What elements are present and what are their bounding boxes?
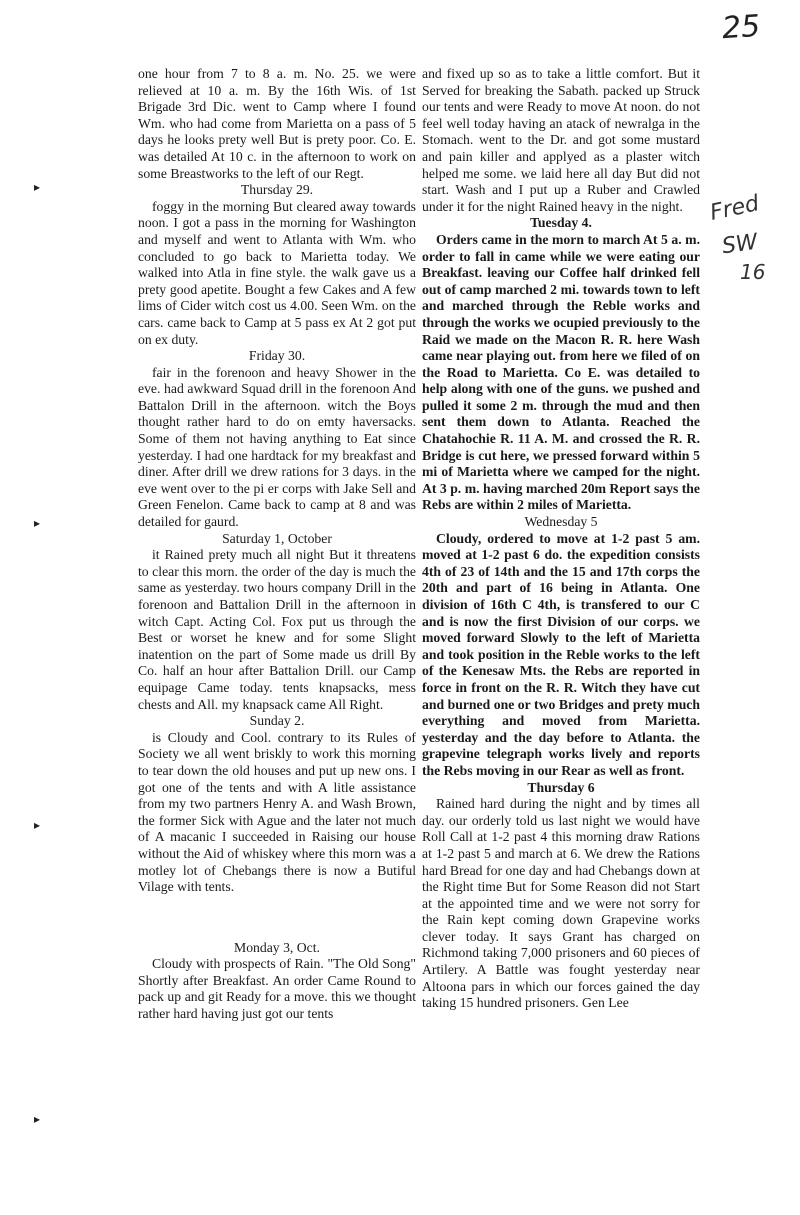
entry-text-monday-3: Cloudy with prospects of Rain. "The Old Song" Shortly after Breakfast. An order Came Round to pack up and git Ready for a move. this we thought rather hard having just got our tents (138, 956, 416, 1022)
entry-text-sunday-2: is Cloudy and Cool. contrary to its Rules of Society we all went briskly to work this morning to tear down the old houses and put up new ons. I got one of the tents and with A litle assistance from my two partners Henry A. and Wash Brown, the former Sick with Ague and the later not much of A macanic I succeeded in Raising our house without the Aid of whiskey where this morn was a motley lot of Chebangs there is now a Butiful Vilage with tents. (138, 729, 416, 895)
margin-tick-mark: ▸ (34, 818, 41, 832)
column-gap (138, 896, 416, 940)
margin-note-16: 16 (740, 260, 766, 284)
margin-note-sw: SW (720, 229, 760, 260)
entry-heading-thursday-6: Thursday 6 (527, 779, 595, 795)
entry-intro-text: one hour from 7 to 8 a. m. No. 25. we were relieved at 10 a. m. By the 16th Wis. of 1st Brigade 3rd Dic. went to Camp where I found Wm. who had come from Marietta on a pass of 5 days he looks prety well But is prety poor. Co. E. was detailed At 10 c. in the afternoon to work on some Breastworks to the left of our Regt. (138, 66, 416, 181)
margin-tick-mark: ▸ (34, 516, 41, 530)
entry-heading-wednesday-5: Wednesday 5 (524, 514, 598, 530)
entry-text-saturday-1: it Rained prety much all night But it threatens to clear this morn. the order of the day is much the same as yesterday. two hours company Drill in the forenoon and Battalion Drill in the afternoon in witch Capt. Acting Col. Fox put us through the Best or worset he knew and for some Slight inatention on the part of Some made us drill By Co. half an hour after Battalion Drill. our Camp equipage Came today. tents knapsacks, mess chests and All. my knapsack came All Right. (138, 547, 416, 712)
entry-text-friday-30: fair in the forenoon and heavy Shower in the eve. had awkward Squad drill in the forenoon And Battalon Drill in the afternoon. witch the Boys thought rather hard to do on emty haversacks. Some of them not having anything to Eat since yesterday. I had one hardtack for my breakfast and diner. After drill we drew rations for 3 days. in the eve went over to the pi er corps with Jake Sell and Green Fenelon. Came back to camp at 8 and was detailed for gaurd. (138, 364, 416, 530)
entry-text-wednesday-5: Cloudy, ordered to move at 1-2 past 5 am. moved at 1-2 past 6 do. the expedition consists 4th of 23 of 14th and the 15 and 17th corps the 20th and part of 16 being in Atlanta. One division of 16th C 4th, is transfered to our C and is now the first Division of our corps. we moved forward Slowly to the left of Marietta and took position in the Reble works to the left of the Kenesaw Mts. the Rebs are reported in force in front on the R. R. Witch they have cut and burned one or two Bridges and prety much everything and moved from Marietta. yesterday and the day before to Atlanta. the grapevine telegraph works lively and reports the Rebs moving in our Rear as well as front. (422, 530, 700, 778)
entry-text-tuesday-4: Orders came in the morn to march At 5 a. m. order to fall in came while we were eating our Breakfast. leaving our Coffee half drinked fell out of camp marched 2 mi. towards town to left and marched through the Reble works and through the works we ocupied previously to the Raid we made on the Macon R. R. here Wash came near playing out. from here we filed of on the Road to Marietta. Co E. was detailed to help along with one of the guns. we pushed and pulled it some 2 m. through the mud and then sent them down to Atlanta. Reached the Chatahochie R. 11 A. M. and crossed the R. R. Bridge is cut here, we pressed forward within 5 mi of Marietta where we camped for the night. At 3 p. m. having marched 20m Report says the Rebs are within 2 miles of Marietta. (422, 231, 700, 513)
entry-heading-sunday-2: Sunday 2. (249, 713, 305, 729)
entry-heading-saturday-1: Saturday 1, October (222, 530, 332, 546)
left-column (138, 66, 416, 1023)
margin-tick-mark: ▸ (34, 1112, 41, 1126)
entry-text-thursday-6: Rained hard during the night and by times all day. our orderly told us last night we would have Roll Call at 1-2 past 4 this morning draw Rations at 1-2 past 5 and march at 6. We drew the Rations hard Bread for one day and had Chebangs down at the Right time But for Some Reason did not Start at the appointed time and we were not sorry for the Rain kept coming down Grapevine works clever today. It says Grant has charged on Richmond taking 7,000 prisoners and 60 pieces of Artilery. A Battle was fought yesterday near Altoona pars in which our forces gained the day taking 15 hundred prisoners. Gen Lee (422, 796, 700, 1011)
entry-heading-tuesday-4: Tuesday 4. (530, 215, 592, 231)
right-column (422, 66, 700, 1012)
entry-heading-monday-3: Monday 3, Oct. (234, 939, 320, 955)
entry-text-thursday-29: foggy in the morning But cleared away towards noon. I got a pass in the morning for Washington and myself and went to Atlanta with Wm. who concluded to go back to Marietta today. We walked into Atla in fine style. the walk gave us a prety good apetite. Bought a few Cakes and A few lims of Cider witch cost us 4.00. Seen Wm. on the cars. came back to Camp at 5 pass ex At 2 got put on ex duty. (138, 198, 416, 347)
entry-heading-friday-30: Friday 30. (248, 348, 306, 364)
page-number: 25 (720, 8, 762, 47)
margin-note-fred: Fred (707, 191, 762, 226)
entry-continued-text: and fixed up so as to take a little comfort. But it Served for breaking the Sabath. packed up Struck our tents and were Ready to move At noon. do not feel well today having an atack of newralga in the Stomach. went to the Dr. and got some mustard and pain killer and applyed as a plaster witch helped me some. we laid here all day But did not start. Wash and I put up a Ruber and Crawled under it for the night Rained heavy in the night. (422, 66, 700, 214)
margin-tick-mark: ▸ (34, 180, 41, 194)
entry-heading-thursday-29: Thursday 29. (240, 182, 314, 198)
